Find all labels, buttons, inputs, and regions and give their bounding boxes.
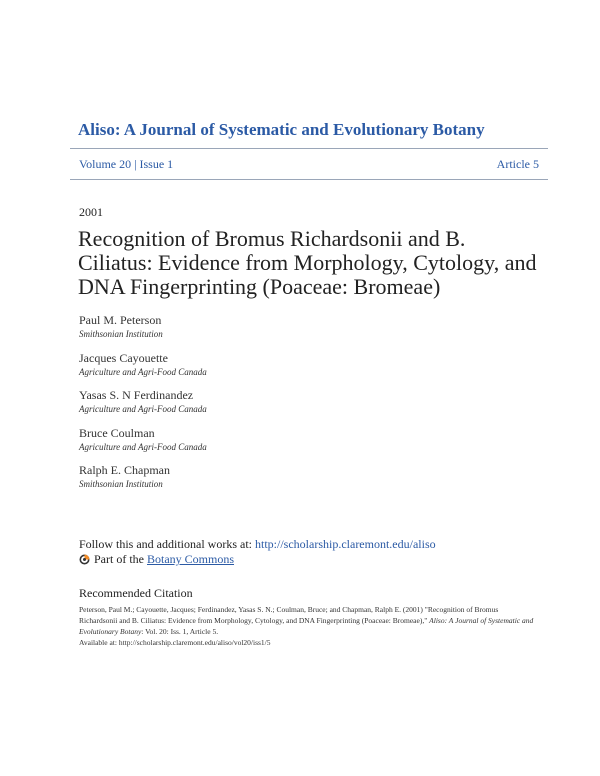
issue-bar	[70, 148, 548, 180]
author-entry	[79, 388, 207, 426]
author-affiliation: Smithsonian Institution	[79, 329, 163, 339]
author-name: Ralph E. Chapman	[79, 463, 170, 477]
journal-title[interactable]: Aliso: A Journal of Systematic and Evolutionary Botany	[78, 120, 485, 139]
author-entry	[79, 351, 207, 389]
volume-issue-link[interactable]: Volume 20 | Issue 1	[79, 157, 174, 171]
follow-url-link[interactable]: http://scholarship.claremont.edu/aliso	[255, 537, 436, 551]
author-affiliation: Smithsonian Institution	[79, 479, 163, 489]
citation-volume: : Vol. 20: Iss. 1, Article 5.	[141, 627, 219, 636]
author-entry	[79, 313, 207, 351]
botany-commons-link[interactable]: Botany Commons	[147, 552, 235, 566]
author-name: Yasas S. N Ferdinandez	[79, 388, 194, 402]
author-name: Paul M. Peterson	[79, 313, 162, 327]
publication-year: 2001	[79, 205, 103, 219]
follow-line	[79, 537, 436, 552]
citation-available: Available at: http://scholarship.claremont.edu/aliso/vol20/iss1/5	[79, 638, 271, 647]
part-of-label: Part of the	[94, 552, 144, 566]
author-entry	[79, 463, 207, 501]
author-affiliation: Agriculture and Agri-Food Canada	[79, 366, 207, 377]
article-title: Recognition of Bromus Richardsonii and B. Ciliatus: Evidence from Morphology, Cytology, and DNA Fingerprinting (Poaceae: Bromeae)	[78, 226, 537, 299]
part-of-line	[79, 552, 234, 567]
article-number-link[interactable]: Article 5	[496, 157, 539, 171]
author-name: Bruce Coulman	[79, 425, 155, 440]
follow-label: Follow this and additional works at:	[79, 537, 255, 551]
author-entry	[79, 426, 207, 464]
citation-block	[79, 604, 534, 648]
author-list	[79, 313, 207, 501]
recommended-citation-heading: Recommended Citation	[79, 586, 193, 600]
network-icon	[79, 554, 90, 565]
citation-journal: Aliso: A Journal of Systematic and Evolutionary Botany	[79, 616, 534, 636]
author-affiliation: Agriculture and Agri-Food Canada	[79, 404, 207, 414]
author-affiliation: Agriculture and Agri-Food Canada	[79, 441, 207, 452]
citation-text: Peterson, Paul M.; Cayouette, Jacques; Ferdinandez, Yasas S. N.; Coulman, Bruce; and Chapman, Ralph E. (2001) "Recognition of Bromus Richardsonii and B. Ciliatus: Evidence from Morphology, Cytology, and DNA Fingerprinting (Poaceae: Bromeae),"	[79, 605, 499, 625]
author-name: Jacques Cayouette	[79, 350, 168, 365]
